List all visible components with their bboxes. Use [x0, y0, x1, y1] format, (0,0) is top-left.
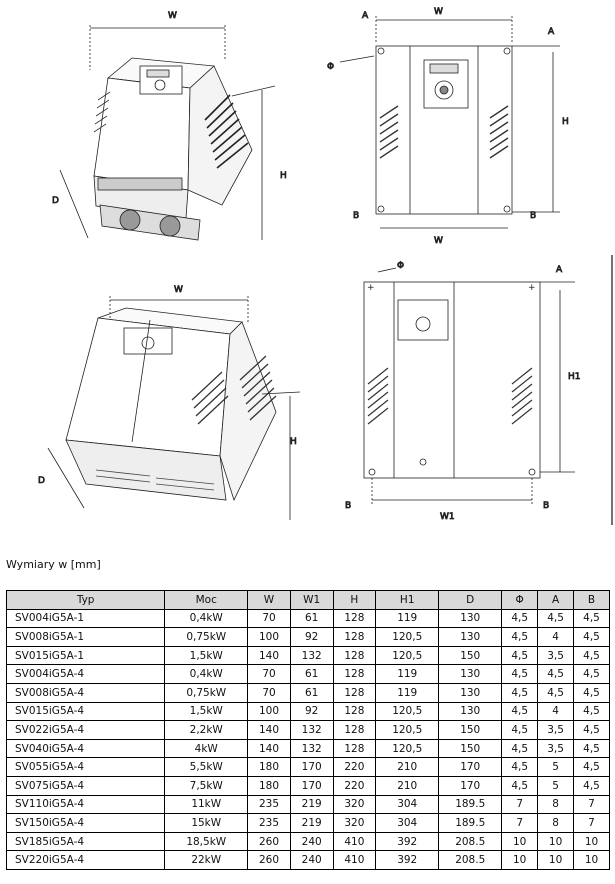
label-b-left-large: B	[345, 501, 352, 511]
cell-w: 140	[248, 739, 291, 758]
cell-moc: 11kW	[165, 795, 248, 814]
cell-a: 10	[538, 851, 574, 870]
cell-h: 128	[333, 646, 376, 665]
label-h-front: H	[562, 117, 569, 127]
cell-w: 70	[248, 665, 291, 684]
cell-b: 10	[574, 832, 610, 851]
cell-h1: 210	[376, 758, 439, 777]
cell-phi: 7	[502, 814, 538, 833]
cell-h: 128	[333, 628, 376, 647]
cell-typ: SV008iG5A-4	[7, 683, 165, 702]
label-b-right-large: B	[543, 501, 550, 511]
label-phi: Φ	[327, 62, 335, 72]
cell-w1: 170	[290, 758, 333, 777]
table-row	[7, 795, 610, 814]
label-h-large: H	[290, 437, 297, 447]
cell-phi: 4,5	[502, 739, 538, 758]
table-row	[7, 851, 610, 870]
cell-a: 5	[538, 758, 574, 777]
cell-b: 4,5	[574, 646, 610, 665]
cell-h: 410	[333, 832, 376, 851]
cell-phi: 7	[502, 795, 538, 814]
cell-d: 130	[439, 628, 502, 647]
cell-typ: SV015iG5A-4	[7, 702, 165, 721]
table-row	[7, 683, 610, 702]
label-d: D	[52, 196, 59, 206]
cell-w: 70	[248, 683, 291, 702]
cell-w1: 219	[290, 795, 333, 814]
label-w-bottom: W	[434, 236, 443, 246]
table-caption: Wymiary w [mm]	[6, 558, 101, 571]
cell-w1: 132	[290, 721, 333, 740]
cell-h1: 120,5	[376, 628, 439, 647]
cell-h1: 119	[376, 609, 439, 628]
table-row	[7, 776, 610, 795]
cell-w1: 132	[290, 646, 333, 665]
col-header-b: B	[574, 591, 610, 610]
col-header-h1: H1	[376, 591, 439, 610]
table-row	[7, 646, 610, 665]
cell-h1: 304	[376, 814, 439, 833]
cell-w1: 219	[290, 814, 333, 833]
cell-h: 128	[333, 702, 376, 721]
cell-typ: SV008iG5A-1	[7, 628, 165, 647]
cell-b: 7	[574, 795, 610, 814]
cell-moc: 0,75kW	[165, 683, 248, 702]
col-header-typ: Typ	[7, 591, 165, 610]
hole-mark: +	[367, 283, 375, 293]
cell-phi: 4,5	[502, 758, 538, 777]
cell-d: 189.5	[439, 795, 502, 814]
cell-b: 7	[574, 814, 610, 833]
label-a-large: A	[556, 265, 563, 275]
cell-phi: 4,5	[502, 702, 538, 721]
label-b-right: B	[530, 211, 537, 221]
drawing-large-isometric	[48, 296, 300, 520]
label-a-right: A	[548, 27, 555, 37]
label-w-top: W	[434, 7, 443, 17]
cell-b: 4,5	[574, 776, 610, 795]
table-header-row	[7, 591, 610, 610]
cell-h1: 120,5	[376, 646, 439, 665]
cell-phi: 4,5	[502, 721, 538, 740]
cell-a: 10	[538, 832, 574, 851]
cell-w1: 132	[290, 739, 333, 758]
col-header-h: H	[333, 591, 376, 610]
cell-phi: 10	[502, 832, 538, 851]
table-row	[7, 721, 610, 740]
drawing-small-front	[340, 16, 560, 228]
cell-w1: 61	[290, 609, 333, 628]
cell-h: 128	[333, 683, 376, 702]
label-h1: H1	[568, 372, 581, 382]
table-body	[7, 609, 610, 869]
cell-moc: 4kW	[165, 739, 248, 758]
cell-d: 150	[439, 721, 502, 740]
cell-moc: 22kW	[165, 851, 248, 870]
cell-w1: 92	[290, 702, 333, 721]
cell-b: 4,5	[574, 702, 610, 721]
drawing-large-front	[364, 255, 612, 525]
cell-h: 220	[333, 758, 376, 777]
cell-a: 3,5	[538, 739, 574, 758]
label-w-large: W	[174, 285, 183, 295]
cell-typ: SV220iG5A-4	[7, 851, 165, 870]
label-phi-large: Φ	[397, 261, 405, 271]
cell-phi: 4,5	[502, 646, 538, 665]
cell-h1: 304	[376, 795, 439, 814]
cell-h1: 392	[376, 832, 439, 851]
cell-typ: SV150iG5A-4	[7, 814, 165, 833]
cell-h1: 120,5	[376, 721, 439, 740]
table-row	[7, 814, 610, 833]
cell-typ: SV075iG5A-4	[7, 776, 165, 795]
cell-h: 128	[333, 739, 376, 758]
cell-d: 150	[439, 739, 502, 758]
dimensions-table	[6, 590, 610, 870]
col-header-a: A	[538, 591, 574, 610]
col-header-moc: Moc	[165, 591, 248, 610]
cell-b: 4,5	[574, 628, 610, 647]
cell-d: 170	[439, 758, 502, 777]
cell-w: 180	[248, 758, 291, 777]
cell-w: 70	[248, 609, 291, 628]
table-row	[7, 832, 610, 851]
cell-phi: 4,5	[502, 665, 538, 684]
label-a-left: A	[362, 11, 369, 21]
label-w: W	[168, 11, 177, 21]
cell-a: 4	[538, 702, 574, 721]
cell-w: 235	[248, 814, 291, 833]
cell-h: 410	[333, 851, 376, 870]
table-row	[7, 758, 610, 777]
cell-h1: 119	[376, 665, 439, 684]
cell-typ: SV022iG5A-4	[7, 721, 165, 740]
cell-moc: 0,4kW	[165, 665, 248, 684]
cell-typ: SV015iG5A-1	[7, 646, 165, 665]
table-row	[7, 609, 610, 628]
cell-phi: 4,5	[502, 776, 538, 795]
cell-h: 128	[333, 609, 376, 628]
cell-h1: 392	[376, 851, 439, 870]
cell-a: 4,5	[538, 665, 574, 684]
cell-phi: 4,5	[502, 683, 538, 702]
cell-h1: 120,5	[376, 739, 439, 758]
cell-phi: 10	[502, 851, 538, 870]
cell-moc: 15kW	[165, 814, 248, 833]
cell-moc: 18,5kW	[165, 832, 248, 851]
col-header-d: D	[439, 591, 502, 610]
cell-d: 208.5	[439, 851, 502, 870]
cell-w1: 240	[290, 832, 333, 851]
cell-h: 128	[333, 721, 376, 740]
cell-w: 100	[248, 628, 291, 647]
col-header-w1: W1	[290, 591, 333, 610]
cell-moc: 0,75kW	[165, 628, 248, 647]
label-b-left: B	[353, 211, 360, 221]
cell-typ: SV185iG5A-4	[7, 832, 165, 851]
cell-a: 4	[538, 628, 574, 647]
drawing-small-isometric	[60, 25, 275, 240]
cell-w: 140	[248, 721, 291, 740]
cell-b: 4,5	[574, 739, 610, 758]
cell-a: 8	[538, 814, 574, 833]
cell-w: 100	[248, 702, 291, 721]
cell-h1: 210	[376, 776, 439, 795]
table-row	[7, 702, 610, 721]
col-header-phi: Φ	[502, 591, 538, 610]
cell-b: 4,5	[574, 683, 610, 702]
cell-moc: 2,2kW	[165, 721, 248, 740]
cell-moc: 5,5kW	[165, 758, 248, 777]
cell-phi: 4,5	[502, 609, 538, 628]
cell-b: 4,5	[574, 609, 610, 628]
cell-typ: SV040iG5A-4	[7, 739, 165, 758]
cell-typ: SV004iG5A-4	[7, 665, 165, 684]
cell-a: 8	[538, 795, 574, 814]
hole-mark: +	[528, 283, 536, 293]
cell-w: 180	[248, 776, 291, 795]
cell-w1: 92	[290, 628, 333, 647]
cell-a: 4,5	[538, 609, 574, 628]
cell-b: 10	[574, 851, 610, 870]
table-row	[7, 665, 610, 684]
cell-moc: 1,5kW	[165, 702, 248, 721]
cell-a: 5	[538, 776, 574, 795]
cell-typ: SV004iG5A-1	[7, 609, 165, 628]
cell-w1: 61	[290, 665, 333, 684]
cell-d: 130	[439, 609, 502, 628]
cell-w: 235	[248, 795, 291, 814]
cell-a: 3,5	[538, 721, 574, 740]
cell-d: 170	[439, 776, 502, 795]
label-h: H	[280, 171, 287, 181]
cell-moc: 1,5kW	[165, 646, 248, 665]
cell-d: 130	[439, 683, 502, 702]
cell-b: 4,5	[574, 721, 610, 740]
cell-w1: 240	[290, 851, 333, 870]
cell-w: 260	[248, 832, 291, 851]
cell-d: 130	[439, 702, 502, 721]
cell-h: 320	[333, 814, 376, 833]
label-d-large: D	[38, 476, 45, 486]
table-row	[7, 739, 610, 758]
cell-a: 4,5	[538, 683, 574, 702]
col-header-w: W	[248, 591, 291, 610]
cell-phi: 4,5	[502, 628, 538, 647]
cell-h1: 119	[376, 683, 439, 702]
cell-moc: 7,5kW	[165, 776, 248, 795]
cell-b: 4,5	[574, 665, 610, 684]
label-w1: W1	[440, 512, 455, 522]
cell-h: 128	[333, 665, 376, 684]
table-row	[7, 628, 610, 647]
cell-w1: 61	[290, 683, 333, 702]
cell-w: 140	[248, 646, 291, 665]
cell-w1: 170	[290, 776, 333, 795]
cell-h1: 120,5	[376, 702, 439, 721]
cell-h: 320	[333, 795, 376, 814]
cell-b: 4,5	[574, 758, 610, 777]
cell-d: 150	[439, 646, 502, 665]
cell-typ: SV055iG5A-4	[7, 758, 165, 777]
cell-a: 3,5	[538, 646, 574, 665]
cell-moc: 0,4kW	[165, 609, 248, 628]
cell-d: 208.5	[439, 832, 502, 851]
cell-h: 220	[333, 776, 376, 795]
cell-d: 130	[439, 665, 502, 684]
cell-d: 189.5	[439, 814, 502, 833]
cell-typ: SV110iG5A-4	[7, 795, 165, 814]
cell-w: 260	[248, 851, 291, 870]
